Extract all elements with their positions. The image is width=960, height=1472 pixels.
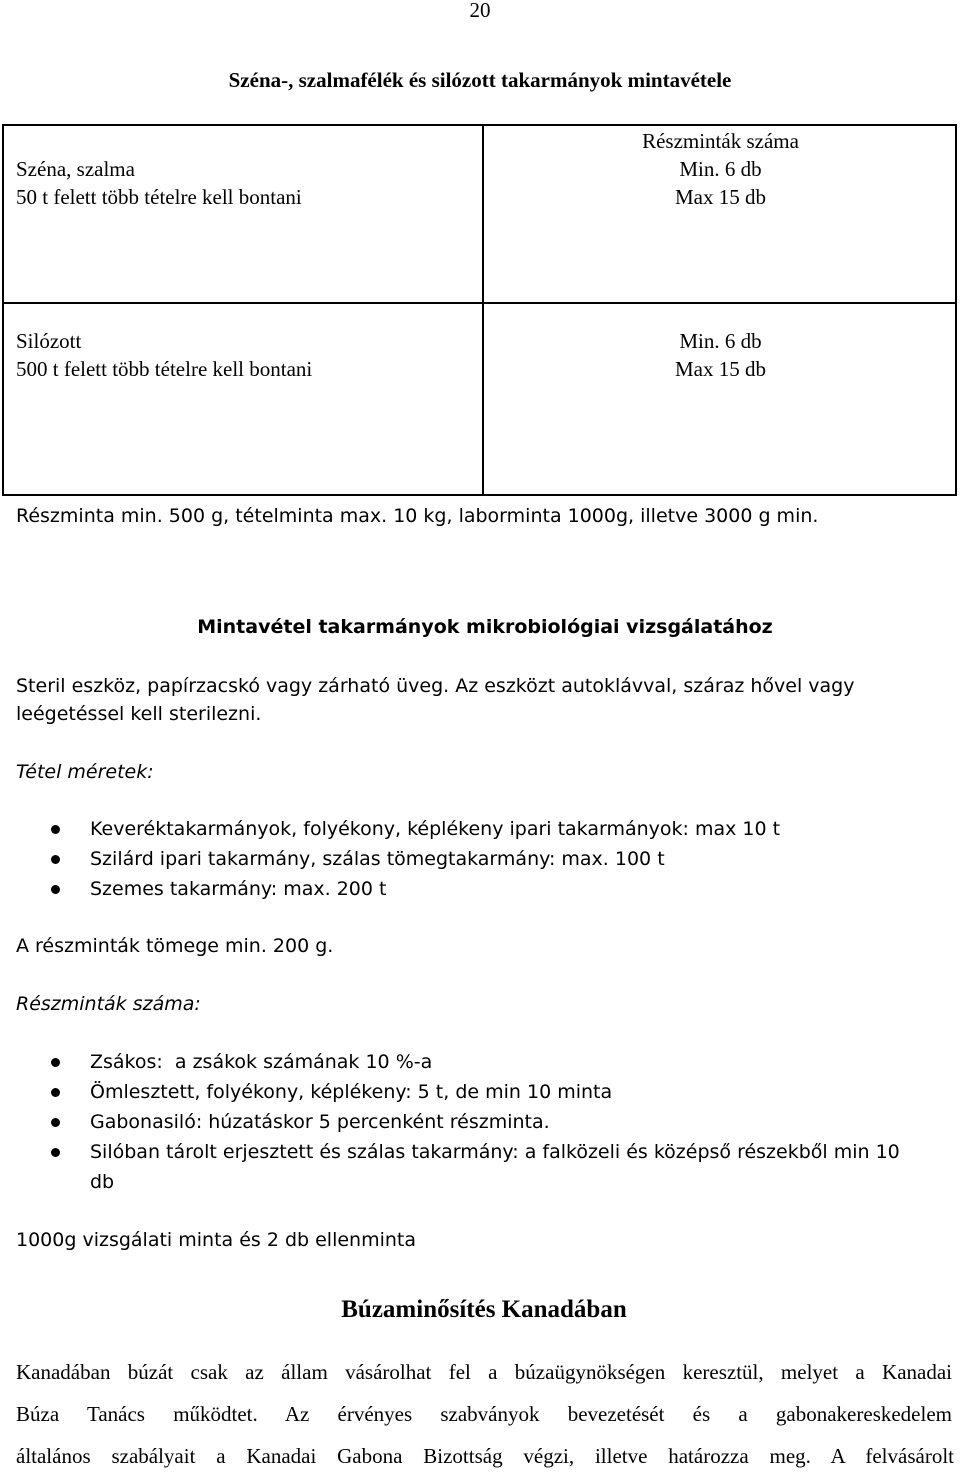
cell-line: 500 t felett több tételre kell bontani [16,357,313,381]
bullet-icon [51,885,60,894]
section-title-microbiology: Mintavétel takarmányok mikrobiológiai vizsgálatához [197,616,773,638]
list-item-continuation: db [90,1171,115,1193]
bullet-icon [51,825,60,834]
section-title-canada: Búzaminősítés Kanadában [341,1296,627,1323]
paragraph-line: Búza Tanács működtet. Az érvényes szabványok bevezetését és a gabonakereskedelem [16,1402,952,1426]
cell-line: Min. 6 db [679,157,762,181]
subsample-note: Részminta min. 500 g, tételminta max. 10 kg, laborminta 1000g, illetve 3000 g min. [16,505,819,527]
cell-line: 50 t felett több tételre kell bontani [16,185,302,209]
table-divider-horizontal [4,302,955,304]
bullet-icon [51,1148,60,1157]
final-sample-note: 1000g vizsgálati minta és 2 db ellenminta [16,1229,417,1251]
intro-line-1: Steril eszköz, papírzacskó vagy zárható üveg. Az eszközt autoklávval, száraz hővel vagy [16,675,855,697]
list-item: Szilárd ipari takarmány, szálas tömegtakarmány: max. 100 t [90,848,665,870]
paragraph-line: általános szabályait a Kanadai Gabona Bizottság végzi, illetve határozza meg. A felvásárolt [16,1444,954,1468]
cell-line: Max 15 db [675,185,766,209]
paragraph-line: Kanadában búzát csak az állam vásárolhat fel a búzaügynökségen keresztül, melyet a Kanadai [16,1360,952,1384]
list-item: Keveréktakarmányok, folyékony, képlékeny ipari takarmányok: max 10 t [90,818,781,840]
intro-line-2: leégetéssel kell sterilezni. [16,703,262,725]
bullet-icon [51,855,60,864]
list-item: Szemes takarmány: max. 200 t [90,878,387,900]
subsample-count-heading: Részminták száma: [16,993,201,1015]
list-item: Zsákos: a zsákok számának 10 %-a [90,1051,433,1073]
lot-size-heading: Tétel méretek: [16,761,154,783]
list-item: Ömlesztett, folyékony, képlékeny: 5 t, de min 10 minta [90,1081,613,1103]
table-row-hay-label [16,155,302,211]
page-number: 20 [469,0,491,22]
bullet-icon [51,1088,60,1097]
table-row-silage-count [484,327,957,383]
cell-line: Széna, szalma [16,157,135,181]
cell-line: Max 15 db [675,357,766,381]
sampling-table [2,124,957,496]
section-title-sampling: Széna-, szalmafélék és silózott takarmányok mintavétele [228,68,732,92]
bullet-icon [51,1058,60,1067]
cell-line: Silózott [16,329,82,353]
sample-mass-note: A részminták tömege min. 200 g. [16,935,334,957]
list-item: Gabonasiló: húzatáskor 5 percenként részminta. [90,1111,550,1133]
list-item: Silóban tárolt erjesztett és szálas takarmány: a falközeli és középső részekből min 10 [90,1141,900,1163]
cell-line: Részminták száma [642,129,799,153]
table-row-silage-label [16,327,312,383]
cell-line: Min. 6 db [679,329,762,353]
table-row-hay-count [484,127,957,211]
bullet-icon [51,1118,60,1127]
